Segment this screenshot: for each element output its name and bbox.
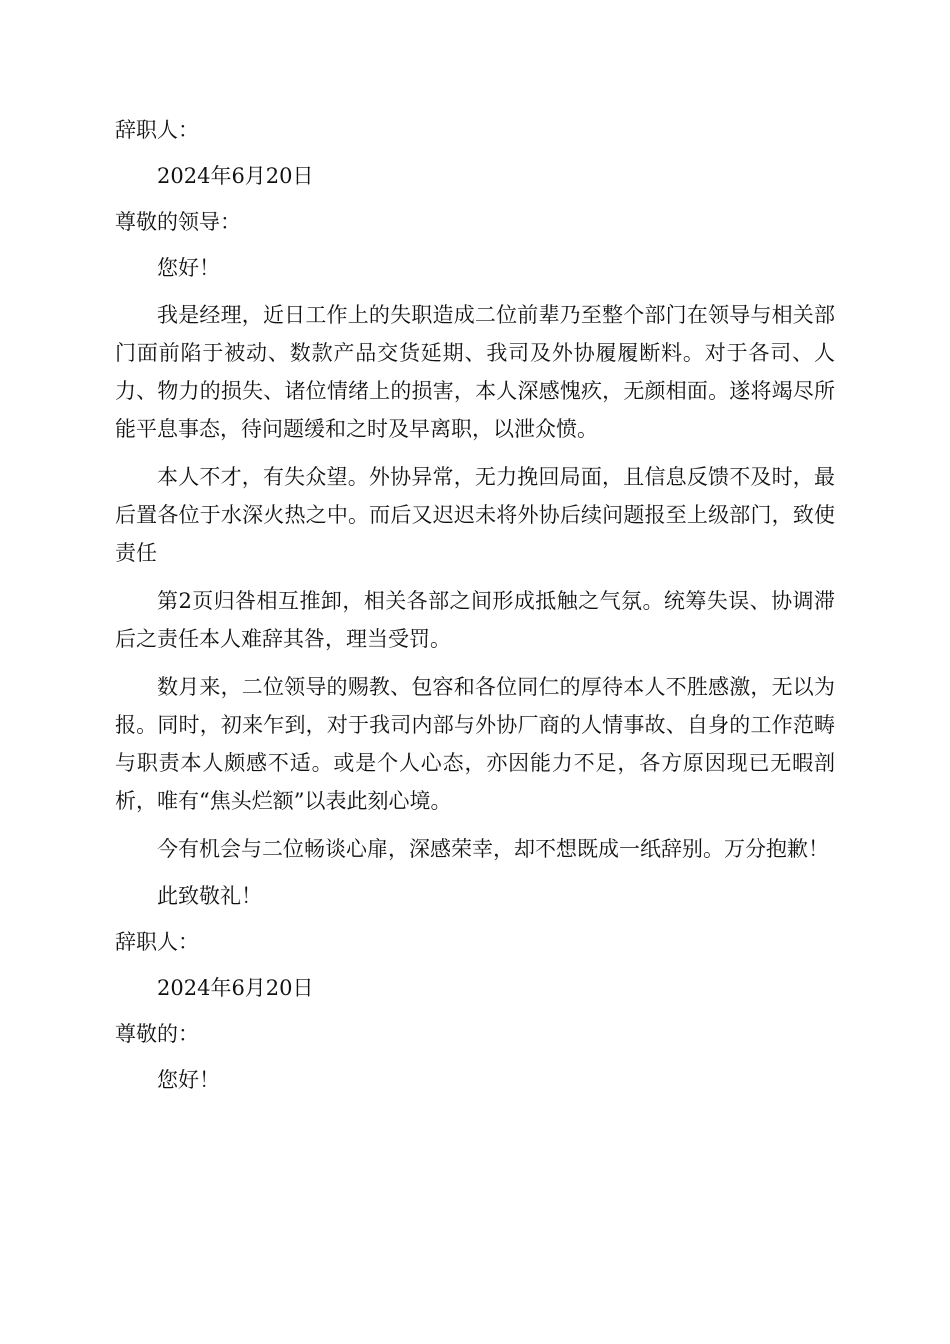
body-paragraph-5: 今有机会与二位畅谈心扉，深感荣幸，却不想既成一纸辞别。万分抱歉！ — [157, 837, 829, 861]
signer-label: 辞职人： — [115, 118, 199, 142]
body-paragraph-3: 第2页归咎相互推卸，相关各部之间形成抵触之气氛。统筹失误、协调滞后之责任本人难辞其咎，理当受罚。 — [115, 589, 835, 651]
footer-signer-label: 辞职人： — [115, 930, 199, 954]
letter-date: 2024年6月20日 — [157, 164, 314, 188]
greeting: 您好！ — [157, 256, 220, 280]
closing: 此致敬礼！ — [157, 884, 262, 908]
body-paragraph-4: 数月来，二位领导的赐教、包容和各位同仁的厚待本人不胜感激，无以为报。同时，初来乍到，对于我司内部与外协厂商的人情事故、自身的工作范畴与职责本人颇感不适。或是个人心态，亦因能力不足，各方原因现已无暇剖析，唯有“焦头烂额”以表此刻心境。 — [115, 675, 835, 813]
salutation: 尊敬的领导： — [115, 210, 241, 234]
body-paragraph-1: 我是经理，近日工作上的失职造成二位前辈乃至整个部门在领导与相关部门面前陷于被动、数款产品交货延期、我司及外协履履断料。对于各司、人力、物力的损失、诸位情绪上的损害，本人深感愧疚，无颜相面。遂将竭尽所能平息事态，待问题缓和之时及早离职，以泄众愤。 — [115, 303, 835, 441]
footer-date: 2024年6月20日 — [157, 976, 314, 1000]
body-paragraph-2: 本人不才，有失众望。外协异常，无力挽回局面，且信息反馈不及时，最后置各位于水深火热之中。而后又迟迟未将外协后续问题报至上级部门，致使责任 — [115, 465, 835, 565]
letter-page — [115, 112, 835, 1108]
second-greeting: 您好！ — [157, 1068, 220, 1092]
second-salutation: 尊敬的： — [115, 1022, 199, 1046]
